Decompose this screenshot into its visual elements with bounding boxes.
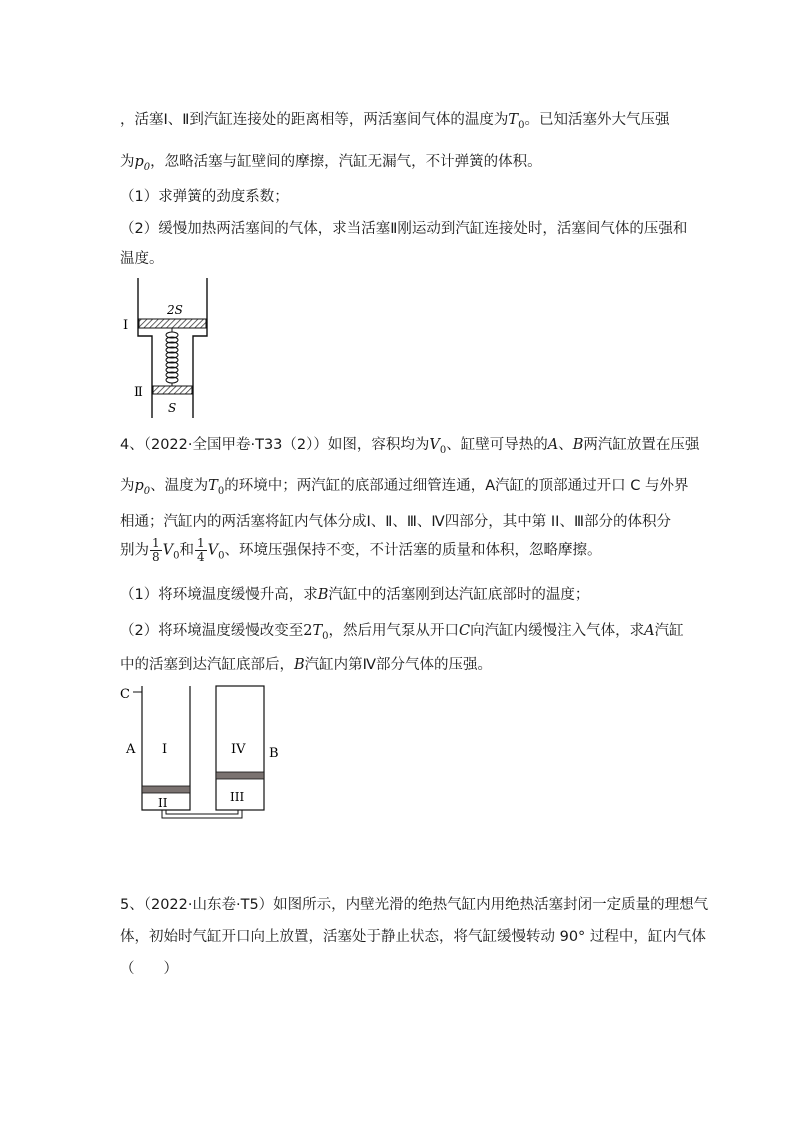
piston-1	[139, 319, 206, 328]
figure-two-cylinders	[118, 682, 288, 822]
p4-line4: 别为 $\frac{1}{8}$ $V_0$和 $\frac{1}{4}$ $V_0$、环境压强保持不变，不计活塞的质量和体积，忽略摩擦。	[120, 536, 602, 564]
label-piston-2: Ⅱ	[134, 385, 143, 400]
piston-a	[142, 786, 190, 793]
p4-question-2: （2）将环境温度缓慢改变至$2T_0$，然后用气泵从开口C向汽缸内缓慢注入气体，求A汽缸	[120, 623, 684, 642]
p3-question-1: （1）求弹簧的劲度系数；	[120, 189, 289, 205]
piston-2	[153, 386, 192, 394]
label-part-3: III	[230, 790, 245, 804]
piston-b	[216, 772, 264, 779]
label-piston-1: Ⅰ	[123, 318, 129, 333]
p3-question-2: （2）缓慢加热两活塞间的气体，求当活塞Ⅱ刚运动到汽缸连接处时，活塞间气体的压强和	[120, 221, 688, 237]
label-area-s: S	[168, 401, 177, 415]
label-b: B	[269, 746, 279, 761]
label-a: A	[126, 742, 136, 757]
p4-question-1: （1）将环境温度缓慢升高，求B汽缸中的活塞刚到达汽缸底部时的温度；	[120, 587, 590, 603]
cylinder-right-wall	[193, 278, 207, 418]
p3-question-2-cont: 温度。	[120, 251, 164, 267]
p3-line1: ，活塞Ⅰ、Ⅱ到汽缸连接处的距离相等，两活塞间气体的温度为$T_0$。已知活塞外大气压强	[120, 112, 670, 131]
p4-line3: 相通；汽缸内的两活塞将缸内气体分成Ⅰ、Ⅱ、Ⅲ、Ⅳ四部分，其中第 II、Ⅲ部分的体积分	[120, 514, 671, 530]
label-part-2: II	[158, 796, 168, 810]
p4-line2: 为$p_0$、温度为$T_0$的环境中；两汽缸的底部通过细管连通，A汽缸的顶部通过开口 C 与外界	[120, 478, 689, 497]
figure-piston-spring	[120, 272, 230, 420]
p5-line1: 5、（2022·山东卷·T5）如图所示，内壁光滑的绝热气缸内用绝热活塞封闭一定质量的理想气	[120, 897, 709, 913]
fraction-1-8: $\frac{1}{8}$	[152, 536, 160, 564]
p5-line3: （ ）	[120, 961, 178, 977]
p3-line2: 为$p_0$，忽略活塞与缸壁间的摩擦，汽缸无漏气，不计弹簧的体积。	[120, 154, 542, 173]
label-part-1: I	[162, 742, 168, 757]
p4-question-2-cont: 中的活塞到达汽缸底部后，B汽缸内第Ⅳ部分气体的压强。	[120, 657, 493, 673]
p5-line2: 体，初始时气缸开口向上放置，活塞处于静止状态，将气缸缓慢转动 90° 过程中，缸内气体	[120, 929, 706, 945]
spring	[166, 328, 178, 386]
label-area-2s: 2S	[167, 303, 183, 317]
fraction-1-4: $\frac{1}{4}$	[197, 536, 205, 564]
label-part-4: IV	[231, 742, 246, 757]
label-c: C	[120, 687, 130, 702]
p4-line1: 4、（2022·全国甲卷·T33（2））如图，容积均为$V_0$、缸壁可导热的A、B两汽缸放置在压强	[120, 437, 700, 456]
